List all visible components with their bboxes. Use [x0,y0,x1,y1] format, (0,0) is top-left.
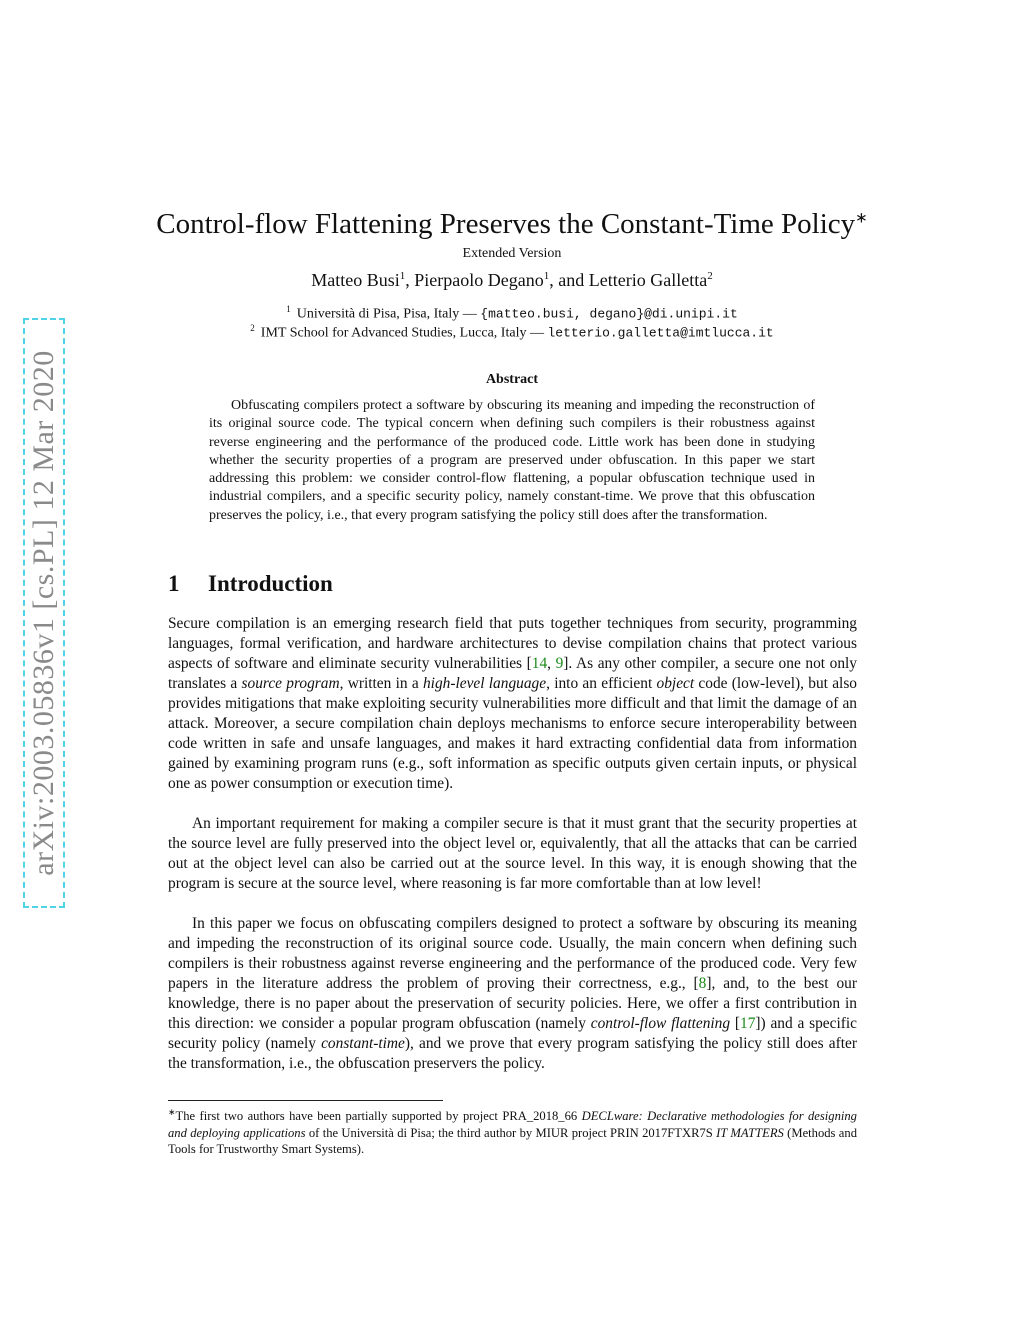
emphasis: object [656,675,695,692]
affiliation-number: 2 [250,323,255,333]
author-name: Letterio Galletta [588,270,708,290]
author-name: Matteo Busi [311,270,400,290]
footnote [168,1104,857,1158]
text-run: (Methods and Tools for Trustworthy Smart Systems). [168,1125,857,1157]
affiliation-index: 1 [399,270,406,282]
text-run: ]. As any other compiler, a secure one not only translates a [168,655,857,692]
title-footnote-mark: ∗ [855,210,868,227]
title-text: Control-flow Flattening Preserves the Constant-Time Policy [156,208,856,240]
author-name: Pierpaolo Degano [414,270,544,290]
abstract-heading: Abstract [485,372,539,387]
paragraph-intro [168,614,857,794]
text-run: ], and, to the best our knowledge, there is no paper about the preservation of security policies. Here, we offer a first contribution in this direction: we consider a popular program obfuscation (namely [168,975,857,1032]
affiliation-text: IMT School for Advanced Studies, Lucca, Italy — [260,325,548,341]
emphasis: source program [241,675,340,692]
affiliation-text: Università di Pisa, Pisa, Italy — [296,306,481,322]
affiliation-number: 1 [286,304,291,314]
text-run: code (low-level), but also provides mitigations that make exploiting security vulnerabilities more difficult and that limit the damage of an attack. Moreover, a secure compilation chain deploys mechanisms to enforce secure interoperability between code written in safe and unsafe languages, and makes it hard extracting confidential data from information gained by examining program runs (e.g., soft information as specific outputs given certain inputs, or physical one as power consumption or execution time). [168,675,858,792]
affiliation-line [0,304,1024,323]
text-run: The first two authors have been partially supported by project PRA_2018_66 [175,1109,582,1124]
text-run: of the Università di Pisa; the third author by MIUR project PRIN 2017FTXR7S [305,1125,717,1140]
emphasis: constant-time [321,1035,405,1052]
citation-link[interactable]: 8 [698,975,707,992]
text-run: , into an efficient [546,675,657,692]
emphasis: high-level language [422,675,547,692]
affiliation-email: {matteo.busi, degano}@di.unipi.it [480,306,738,322]
paragraph-contribution [168,914,857,1074]
text-run: , [547,655,556,672]
emphasis: DECLware: Declarative methodologies for designing and deploying applications [168,1109,857,1140]
arxiv-side-stamp [23,318,65,908]
text-run: ), and we prove that every program satisfying the policy still does after the transformation, i.e., the obfuscation preservers the policy. [168,1035,857,1072]
section-heading [168,571,333,597]
author-list [0,270,1024,291]
affiliation-line [0,323,1024,342]
author-separator: , [405,270,415,290]
affiliation-email: letterio.galletta@imtlucca.it [547,325,774,341]
paragraph-requirement: An important requirement for making a compiler secure is that it must grant that the security properties at the source level are fully preserved into the object level or, equivalently, that all the attacks that can be carried out at the object level can also be carried out at the source level. In this way, it is enough showing that the program is secure at the source level, where reasoning is far more comfortable than at low level! [168,815,857,892]
footnote-mark: ∗ [168,1107,176,1117]
paper-subtitle: Extended Version [462,246,562,261]
arxiv-identifier: arXiv:2003.05836v1 [cs.PL] 12 Mar 2020 [27,350,60,876]
emphasis: control-flow flattening [590,1015,731,1032]
section-title: Introduction [208,571,333,596]
emphasis: IT MATTERS [716,1125,784,1140]
text-run: [ [730,1015,741,1032]
text-run: In this paper we focus on obfuscating compilers designed to protect a software by obscuring its meaning and impeding the reconstruction of its original source code. Usually, the main concern when defining such compilers is their robustness against reverse engineering and the performance of the produced code. Very few papers in the literature address the problem of proving their correctness, e.g., [ [168,915,857,992]
text-run: ]) and a specific security policy (namely [168,1015,857,1052]
citation-link[interactable]: 17 [740,1015,756,1032]
affiliation-index: 1 [543,270,550,282]
text-run: Secure compilation is an emerging research field that puts together techniques from security, programming languages, formal verification, and hardware architectures to devise compilation chains that protect various aspects of software and eliminate security vulnerabilities [ [168,615,857,672]
author-separator: , and [549,270,589,290]
affiliation-index: 2 [707,270,713,282]
paper-title [0,208,1024,241]
text-run: , written in a [339,675,423,692]
citation-link[interactable]: 14 [531,655,548,672]
section-number: 1 [168,571,180,596]
abstract-body: Obfuscating compilers protect a software by obscuring its meaning and impeding the reconstruction of its original source code. The typical concern when defining such compilers is their robustness against reverse engineering and the performance of the produced code. Little work has been done in studying whether the security properties of a program are preserved under obfuscation. In this paper we start addressing this problem: we consider control-flow flattening, a popular obfuscation technique used in industrial compilers, and a specific security policy, namely constant-time. We prove that this obfuscation preserves the policy, i.e., that every program satisfying the policy still does after the transformation. [209,398,815,523]
citation-link[interactable]: 9 [555,655,564,672]
footnote-divider [168,1100,443,1101]
